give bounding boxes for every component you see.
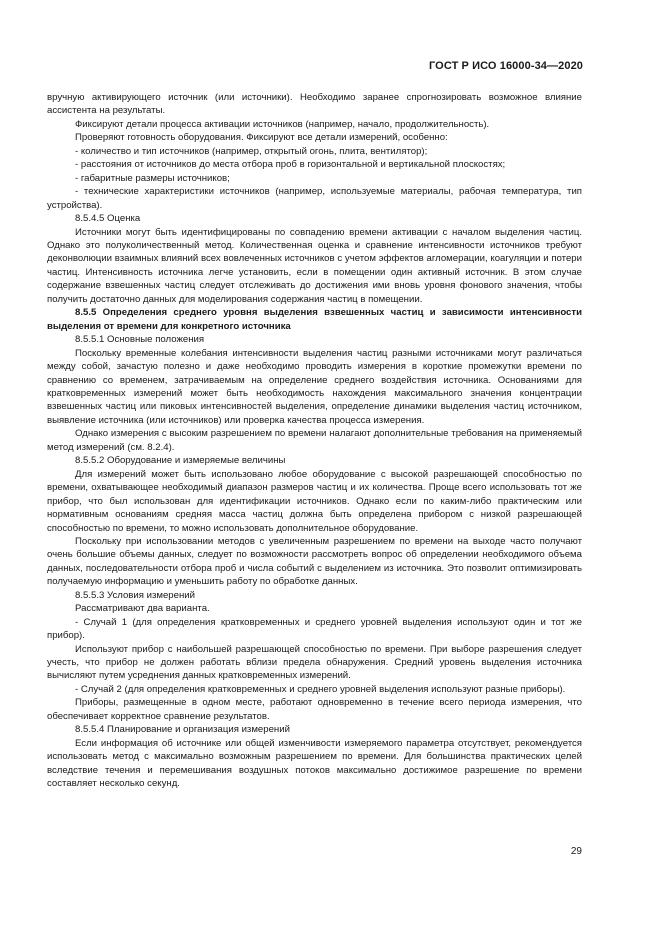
paragraph: Для измерений может быть использовано любое оборудование с высокой разрешающей способностью по времени, охватывающее необходимый диапазон размеров частиц и их количества. Проще всего использовать тот же прибор, что был использован для идентификации источников. Однако если по каким-либо практическим или нормативным основаниям средняя масса частиц должна быть определена прибором с низкой разрешающей способностью по времени, то можно использовать дополнительное оборудование. xyxy=(47,468,582,534)
paragraph: - габаритные размеры источников; xyxy=(75,172,230,184)
paragraph: Приборы, размещенные в одном месте, работают одновременно в течение всего периода измерения, что обеспечивает корректное сравнение результатов. xyxy=(47,697,582,722)
paragraph: - количество и тип источников (например, открытый огонь, плита, вентилятор); xyxy=(75,145,428,157)
paragraph: 8.5.4.5 Оценка xyxy=(75,213,141,225)
paragraph: 8.5.5.1 Основные положения xyxy=(75,334,205,346)
paragraph: Если информация об источнике или общей изменчивости измеряемого параметра отсутствует, рекомендуется использовать метод с максимально возможным разрешением по времени. Для большинства практических целей вследствие течения и перемешивания воздушных потоков максимально достижимое разрешение по времени составляет несколько секунд. xyxy=(47,737,582,790)
paragraph: - технические характеристики источников (например, используемые материалы, рабочая температура, тип устройства). xyxy=(47,186,582,211)
paragraph: Фиксируют детали процесса активации источников (например, начало, продолжительность). xyxy=(75,118,490,130)
paragraph: Источники могут быть идентифицированы по совпадению времени активации с началом выделения частиц. Однако это полуколичественный метод. Количественная оценка и сравнение интенсивности источников требуют деконволюции взаимных влияний всех вовлеченных источников с учетом эффектов агломерации, коагуляции и потери частиц. Интенсивность источника легче установить, если в помещении один активный источник. В этом случае содержание взвешенных частиц следует отслеживать до достижения ими вновь уровня фонового значения, чтобы получить достаточно данных для моделирования содержания частиц в помещении. xyxy=(47,226,582,305)
paragraph: 8.5.5.2 Оборудование и измеряемые величины xyxy=(75,455,286,467)
paragraph: Используют прибор с наибольшей разрешающей способностью по времени. При выборе разрешения следует учесть, что прибор не должен работать вблизи предела обнаружения. Средний уровень выделения источника вычисляют путем усреднения данных кратковременных измерений. xyxy=(47,643,582,682)
paragraph: вручную активирующего источник (или источники). Необходимо заранее спрогнозировать возможное влияние ассистента на результаты. xyxy=(47,92,582,117)
paragraph: Однако измерения с высоким разрешением по времени налагают дополнительные требования на применяемый метод измерений (см. 8.2.4). xyxy=(47,428,582,453)
page-number: 29 xyxy=(570,846,582,857)
paragraph: 8.5.5.4 Планирование и организация измерений xyxy=(75,724,290,736)
paragraph: 8.5.5 Определения среднего уровня выделения взвешенных частиц и зависимости интенсивности выделения от времени для конкретного источника xyxy=(47,307,582,332)
paragraph: 8.5.5.3 Условия измерений xyxy=(75,589,195,601)
paragraph: Проверяют готовность оборудования. Фиксируют все детали измерений, особенно: xyxy=(75,132,448,144)
paragraph: Поскольку при использовании методов с увеличенным разрешением по времени на выходе часто получают очень большие объемы данных, следует по возможности рассмотреть вопрос об определении необходимого объема данных, последовательности отбора проб и числа событий с выделением из источника. Это позволит оптимизировать получаемую информацию и уменьшить работу по обработке данных. xyxy=(47,535,582,588)
paragraph: Поскольку временные колебания интенсивности выделения частиц разными источниками могут различаться между собой, зачастую полезно и даже необходимо проводить измерения в короткие промежутки времени по сравнению со временем, затрачиваемым на определение среднего воздействия источника. Основаниями для кратковременных измерений может быть необходимость нахождения максимального значения концентрации взвешенных частиц или пиковых интенсивностей выделения, определение динамики выделения частиц источником, выявление источника (или источников) или проверка качества процесса измерения. xyxy=(47,347,582,426)
paragraph: Рассматривают два варианта. xyxy=(75,603,210,615)
paragraph: - расстояния от источников до места отбора проб в горизонтальной и вертикальной плоскостях; xyxy=(75,159,506,171)
document-body xyxy=(47,91,582,791)
document-code-header: ГОСТ Р ИСО 16000-34—2020 xyxy=(428,60,583,72)
paragraph: - Случай 1 (для определения кратковременных и среднего уровней выделения используют один и тот же прибор). xyxy=(47,616,582,642)
paragraph: - Случай 2 (для определения кратковременных и среднего уровней выделения используют разные приборы). xyxy=(75,683,566,695)
